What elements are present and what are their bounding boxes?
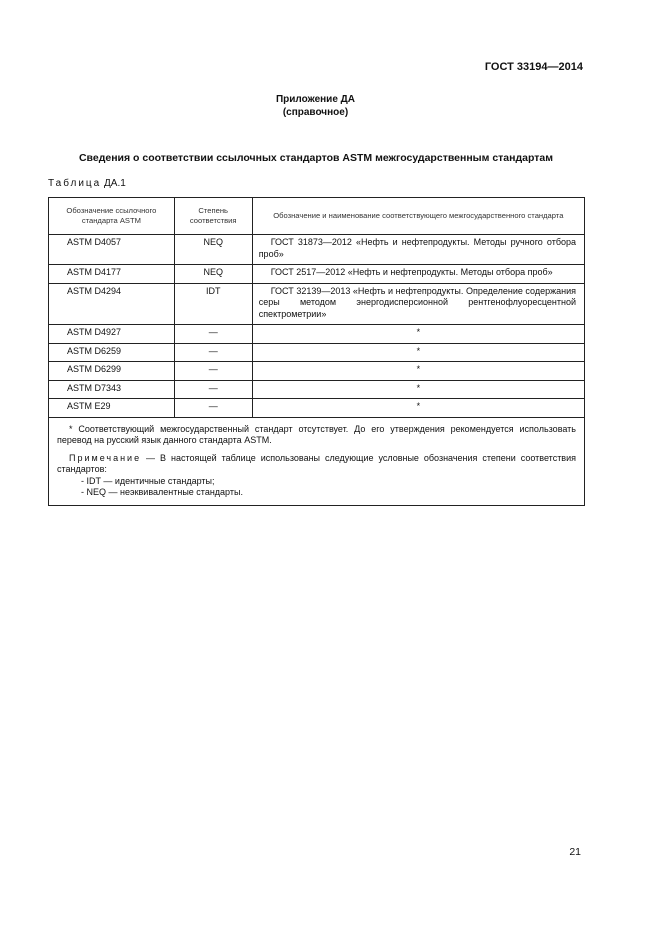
cell-standard-text: ГОСТ 2517—2012 «Нефть и нефтепродукты. Методы отбора проб» [270, 267, 553, 277]
cell-degree: NEQ [174, 235, 252, 265]
table-row [49, 380, 585, 399]
cell-designation: ASTM D4177 [49, 265, 175, 284]
table-row [49, 265, 585, 284]
cell-degree: IDT [174, 283, 252, 325]
table-caption-label: Таблица [48, 178, 102, 189]
cell-standard: * [252, 362, 584, 381]
cell-standard [252, 265, 584, 284]
footnote [57, 424, 576, 447]
legend-item-neq: - NEQ — неэквивалентные стандарты. [81, 487, 243, 497]
table-row [49, 399, 585, 418]
table-caption-number: ДА.1 [104, 178, 126, 189]
annex-title: Приложение ДА [275, 94, 356, 105]
cell-designation: ASTM D6299 [49, 362, 175, 381]
cell-standard-text: ГОСТ 32139—2013 «Нефть и нефтепродукты. Определение содержания серы методом энергодисперсионной рентгенофлуоресцентной спектрометрии» [258, 285, 576, 319]
cell-designation: ASTM D4057 [49, 235, 175, 265]
table-row [49, 362, 585, 381]
cell-standard: * [252, 399, 584, 418]
cell-standard: * [252, 325, 584, 344]
cell-standard [252, 235, 584, 265]
cell-designation: ASTM D4927 [49, 325, 175, 344]
note-text: — В настоящей таблице использованы следующие условные обозначения степени соответствия стандартов: [57, 452, 576, 474]
table-row [49, 325, 585, 344]
table-header-row [49, 198, 585, 235]
cell-standard: * [252, 380, 584, 399]
page-number: 21 [569, 846, 581, 858]
table-notes-row [49, 417, 585, 505]
section-heading: Сведения о соответствии ссылочных стандартов ASTM межгосударственным стандартам [78, 152, 554, 164]
cell-degree: — [174, 362, 252, 381]
cell-standard: * [252, 343, 584, 362]
cell-degree: NEQ [174, 265, 252, 284]
cell-designation: ASTM E29 [49, 399, 175, 418]
note-label: Примечание [69, 452, 142, 463]
annex-block [0, 93, 631, 119]
cell-designation: ASTM D4294 [49, 283, 175, 325]
document-code: ГОСТ 33194—2014 [484, 61, 583, 73]
table-caption [48, 178, 126, 189]
table-notes [49, 417, 585, 505]
note [57, 453, 576, 476]
cell-standard-text: ГОСТ 31873—2012 «Нефть и нефтепродукты. Методы ручного отбора проб» [258, 237, 576, 259]
cell-degree: — [174, 325, 252, 344]
cell-degree: — [174, 343, 252, 362]
column-header-degree: Степень соответствия [174, 198, 252, 235]
correspondence-table [48, 197, 585, 506]
footnote-text: * Соответствующий межгосударственный стандарт отсутствует. До его утверждения рекомендуется использовать перевод на русский язык данного стандарта ASTM. [57, 423, 576, 445]
table-row [49, 235, 585, 265]
cell-degree: — [174, 380, 252, 399]
annex-type: (справочное) [282, 107, 349, 118]
column-header-standard: Обозначение и наименование соответствующего межгосударственного стандарта [252, 198, 584, 235]
cell-standard [252, 283, 584, 325]
column-header-designation: Обозначение ссылочного стандарта ASTM [49, 198, 175, 235]
table-row [49, 343, 585, 362]
legend-item-idt: - IDT — идентичные стандарты; [81, 475, 215, 486]
cell-designation: ASTM D6259 [49, 343, 175, 362]
cell-designation: ASTM D7343 [49, 380, 175, 399]
cell-degree: — [174, 399, 252, 418]
table-row [49, 283, 585, 325]
